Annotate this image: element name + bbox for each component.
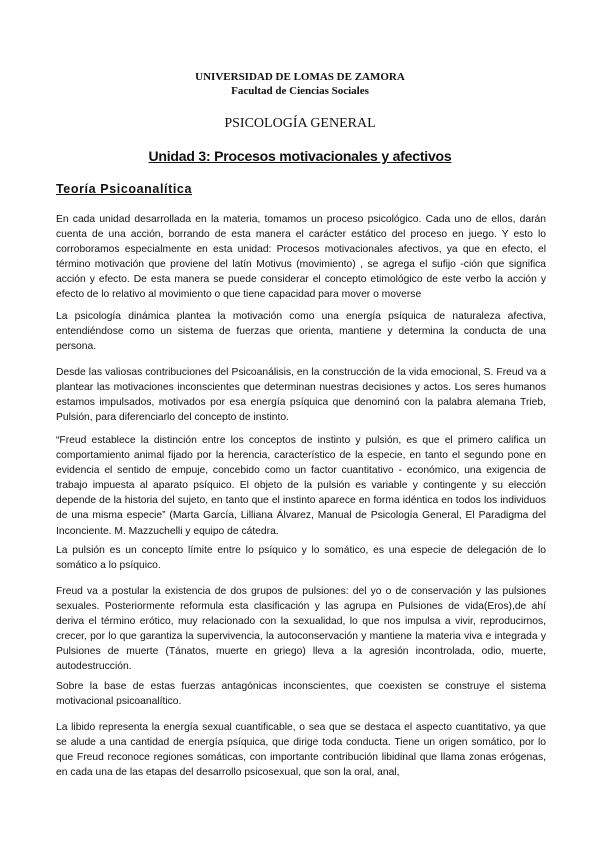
course-title: PSICOLOGÍA GENERAL [224,116,376,131]
paragraph-3: Desde las valiosas contribuciones del Psicoanálisis, en la construcción de la vida emocional, S. Freud va a plantear las motivaciones inconscientes que determinan nuestras decisiones y actos. Los seres humanos estamos impulsados, motivados por esa energía psíquica que denominó con la palabra alemana Trieb, Pulsión, para diferenciarlo del concepto de instinto. [56,367,546,424]
paragraph-5: La pulsión es un concepto límite entre lo psíquico y lo somático, es una especie de delegación de lo somático a lo psíquico. [56,545,546,572]
paragraph-7: Sobre la base de estas fuerzas antagónicas inconscientes, que coexisten se construye el sistema motivacional psicoanalítico. [56,681,546,708]
section-title: Teoría Psicoanalítica [56,182,193,196]
paragraph-6: Freud va a postular la existencia de dos grupos de pulsiones: del yo o de conservación y las pulsiones sexuales. Posteriormente reformula esta clasificación y las agrupa en Pulsiones de vida(Eros),de ahí deriva el término erótico, muy relacionado con la sexualidad, lo que nos impulsa a vivir, reproducirnos, crecer, por lo que garantiza la supervivencia, la autoconservación y mantiene la materia viva e integrada y Pulsiones de muerte (Tánatos, muerte en griego) lleva a la agresión incontrolada, odio, muerte, autodestrucción. [56,586,546,673]
paragraph-2: La psicología dinámica plantea la motivación como una energía psíquica de naturaleza afectiva, entendiéndose como un sistema de fuerzas que orienta, mantiene y determina la conducta de una persona. [56,311,546,353]
paragraph-1: En cada unidad desarrollada en la materia, tomamos un proceso psicológico. Cada uno de ellos, darán cuenta de una acción, borrando de esta manera el carácter estático del proceso en juego. Y esto lo corroboramos especialmente en esta unidad: Procesos motivacionales afectivos, ya que en efecto, el término motivación que proviene del latín Motivus (movimiento) , se agrega el sufijo -ción que significa acción y efecto. De esta manera se puede considerar el concepto etimológico de este verbo la acción y efecto de lo relativo al movimiento o que tiene capacidad para mover o moverse [56,214,546,301]
paragraph-8: La libido representa la energía sexual cuantificable, o sea que se destaca el aspecto cuantitativo, ya que se alude a una cantidad de energía psíquica, que dirige toda conducta. Tiene un origen somático, por lo que Freud reconoce regiones somáticas, con importante contribución libidinal que llama zonas erógenas, en cada una de las etapas del desarrollo psicosexual, que son la oral, anal, [56,722,546,779]
paragraph-4-quote: “Freud establece la distinción entre los conceptos de instinto y pulsión, es que el primero califica un comportamiento animal fijado por la herencia, característico de la especie, en tanto el segundo pone en evidencia el sentido de empuje, concebido como un factor cuantitativo - económico, una exigencia de trabajo impuesta al aparato psíquico. El objeto de la pulsión es variable y contingente y su elección depende de la historia del sujeto, en tanto que el instinto aparece en forma idéntica en todos los individuos de una misma especie” (Marta García, Lilliana Álvarez, Manual de Psicología General, El Paradigma del Inconciente. M. Mazzuchelli y equipo de cátedra. [56,435,546,537]
faculty-name: Facultad de Ciencias Sociales [231,85,369,97]
unit-title: Unidad 3: Procesos motivacionales y afectivos [148,148,452,164]
university-name: UNIVERSIDAD DE LOMAS DE ZAMORA [195,71,405,83]
